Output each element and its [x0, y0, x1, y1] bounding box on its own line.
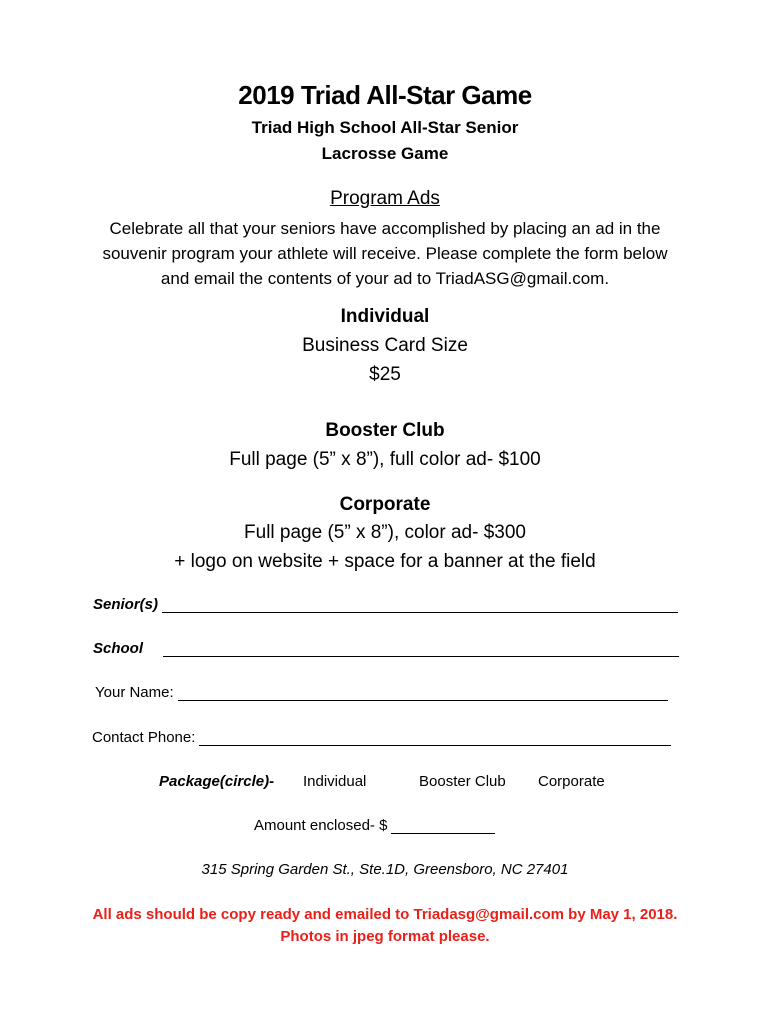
individual-package-price: $25	[369, 364, 401, 385]
amount-enclosed-label: Amount enclosed- $	[254, 817, 388, 834]
booster-package-details: Full page (5” x 8”), full color ad- $100	[229, 449, 541, 470]
seniors-input-line[interactable]	[162, 598, 678, 613]
package-label: Package(circle)-	[159, 773, 275, 790]
school-label: School	[93, 640, 144, 657]
notice-line-2: Photos in jpeg format please.	[280, 928, 490, 945]
page-title: 2019 Triad All-Star Game	[238, 80, 532, 110]
corporate-package-name: Corporate	[339, 494, 431, 515]
subtitle-line-1: Triad High School All-Star Senior	[251, 118, 519, 137]
corporate-package-extras: + logo on website + space for a banner at the field	[174, 551, 596, 572]
submission-notice	[0, 904, 770, 948]
subtitle-line-2: Lacrosse Game	[321, 144, 449, 163]
intro-paragraph	[0, 216, 770, 291]
amount-enclosed-field	[254, 817, 495, 834]
contact-phone-input-line[interactable]	[199, 731, 671, 746]
school-field	[93, 640, 679, 657]
mailing-address: 315 Spring Garden St., Ste.1D, Greensboro, NC 27401	[201, 861, 569, 878]
school-input-line[interactable]	[163, 642, 679, 657]
package-option-corporate[interactable]: Corporate	[538, 773, 605, 790]
your-name-label: Your Name:	[95, 684, 174, 701]
seniors-field	[93, 596, 678, 613]
program-ads-heading: Program Ads	[330, 188, 440, 209]
your-name-input-line[interactable]	[178, 686, 668, 701]
corporate-package-details: Full page (5” x 8”), color ad- $300	[244, 522, 526, 543]
contact-phone-field	[92, 729, 671, 746]
page-subtitle	[0, 115, 770, 167]
amount-input-line[interactable]	[391, 819, 495, 834]
notice-line-1: All ads should be copy ready and emailed to Triadasg@gmail.com by May 1, 2018.	[92, 906, 678, 923]
your-name-field	[95, 684, 668, 701]
individual-package-name: Individual	[340, 306, 430, 327]
seniors-label: Senior(s)	[93, 596, 159, 613]
intro-line-1: Celebrate all that your seniors have accomplished by placing an ad in the	[109, 219, 661, 238]
booster-package-name: Booster Club	[325, 420, 445, 441]
contact-phone-label: Contact Phone:	[92, 729, 196, 746]
package-option-individual[interactable]: Individual	[303, 773, 367, 790]
intro-line-2: souvenir program your athlete will receive. Please complete the form below	[102, 244, 668, 263]
package-option-booster-club[interactable]: Booster Club	[419, 773, 506, 790]
individual-package-size: Business Card Size	[302, 335, 468, 356]
intro-line-3: and email the contents of your ad to TriadASG@gmail.com.	[160, 269, 610, 288]
